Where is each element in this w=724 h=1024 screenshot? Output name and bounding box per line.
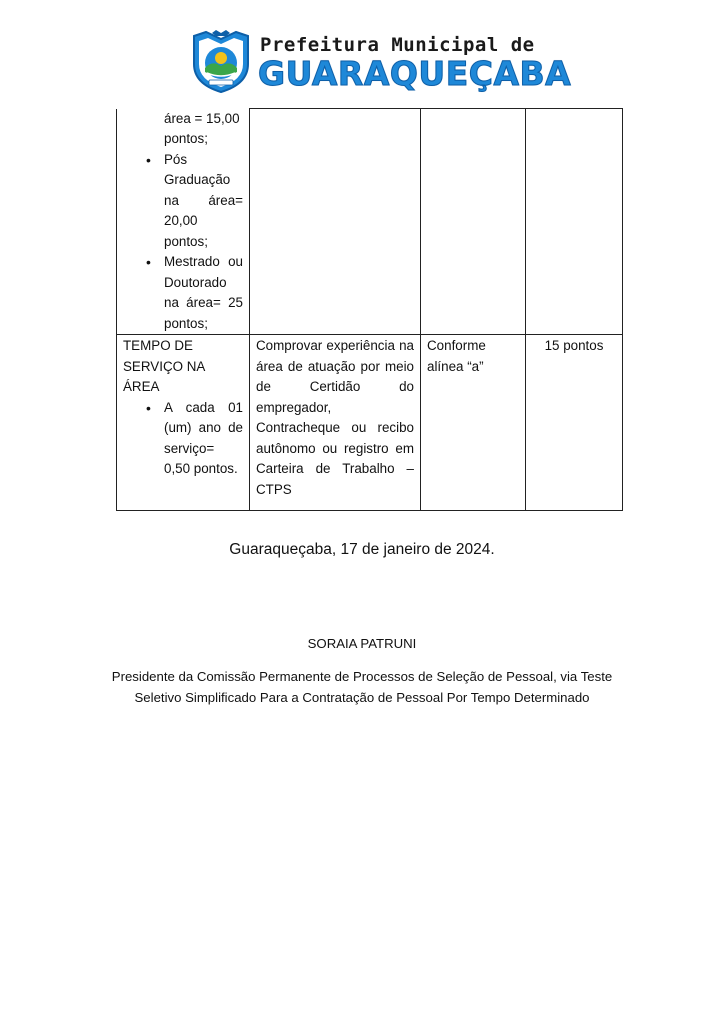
score-criteria-table: [116, 108, 623, 511]
table-cell-proof: [250, 109, 421, 335]
table-cell-proof: [250, 335, 421, 511]
municipal-crest-icon: [190, 30, 252, 94]
criteria-continued-line: área = 15,00: [164, 110, 240, 126]
list-item: [123, 109, 243, 150]
table-cell-criteria: [117, 335, 250, 511]
table-row: [117, 335, 623, 511]
signer-role-line: Seletivo Simplificado Para a Contratação de Pessoal Por Tempo Determinado: [134, 690, 590, 705]
table-cell-reference: [421, 109, 526, 335]
criteria-list: [123, 398, 243, 480]
table-cell-points: 15 pontos: [526, 335, 623, 511]
signer-role-line: Presidente da Comissão Permanente de Processos de Seleção de Pessoal, via Teste: [111, 669, 613, 684]
table-cell-points: [526, 109, 623, 335]
signer-role: [0, 666, 724, 708]
header-title-line2: GUARAQUEÇABA: [258, 54, 572, 93]
page-header: [190, 30, 572, 96]
criteria-list: [123, 109, 243, 335]
list-item: • Mestrado ou Doutorado na área= 25 pontos;: [123, 252, 243, 334]
date-line: Guaraqueçaba, 17 de janeiro de 2024.: [229, 541, 495, 558]
signer-name: SORAIA PATRUNI: [307, 636, 417, 651]
table-cell-criteria: [117, 109, 250, 335]
proof-text: Comprovar experiência na área de atuação por meio de Certidão do empregador, Contracheque ou recibo autônomo ou registro em Carteira de Trabalho – CTPS: [256, 338, 414, 497]
criteria-heading: TEMPO DE SERVIÇO NA ÁREA: [123, 338, 205, 394]
table-cell-reference: Conforme alínea “a”: [421, 335, 526, 511]
list-item: • Pós Graduação na área= 20,00 pontos;: [123, 150, 243, 253]
table-row: [117, 109, 623, 335]
criteria-continued-line: pontos;: [164, 131, 208, 146]
header-title-line1: Prefeitura Municipal de: [260, 34, 535, 56]
list-item: • A cada 01 (um) ano de serviço= 0,50 pontos.: [123, 398, 243, 480]
